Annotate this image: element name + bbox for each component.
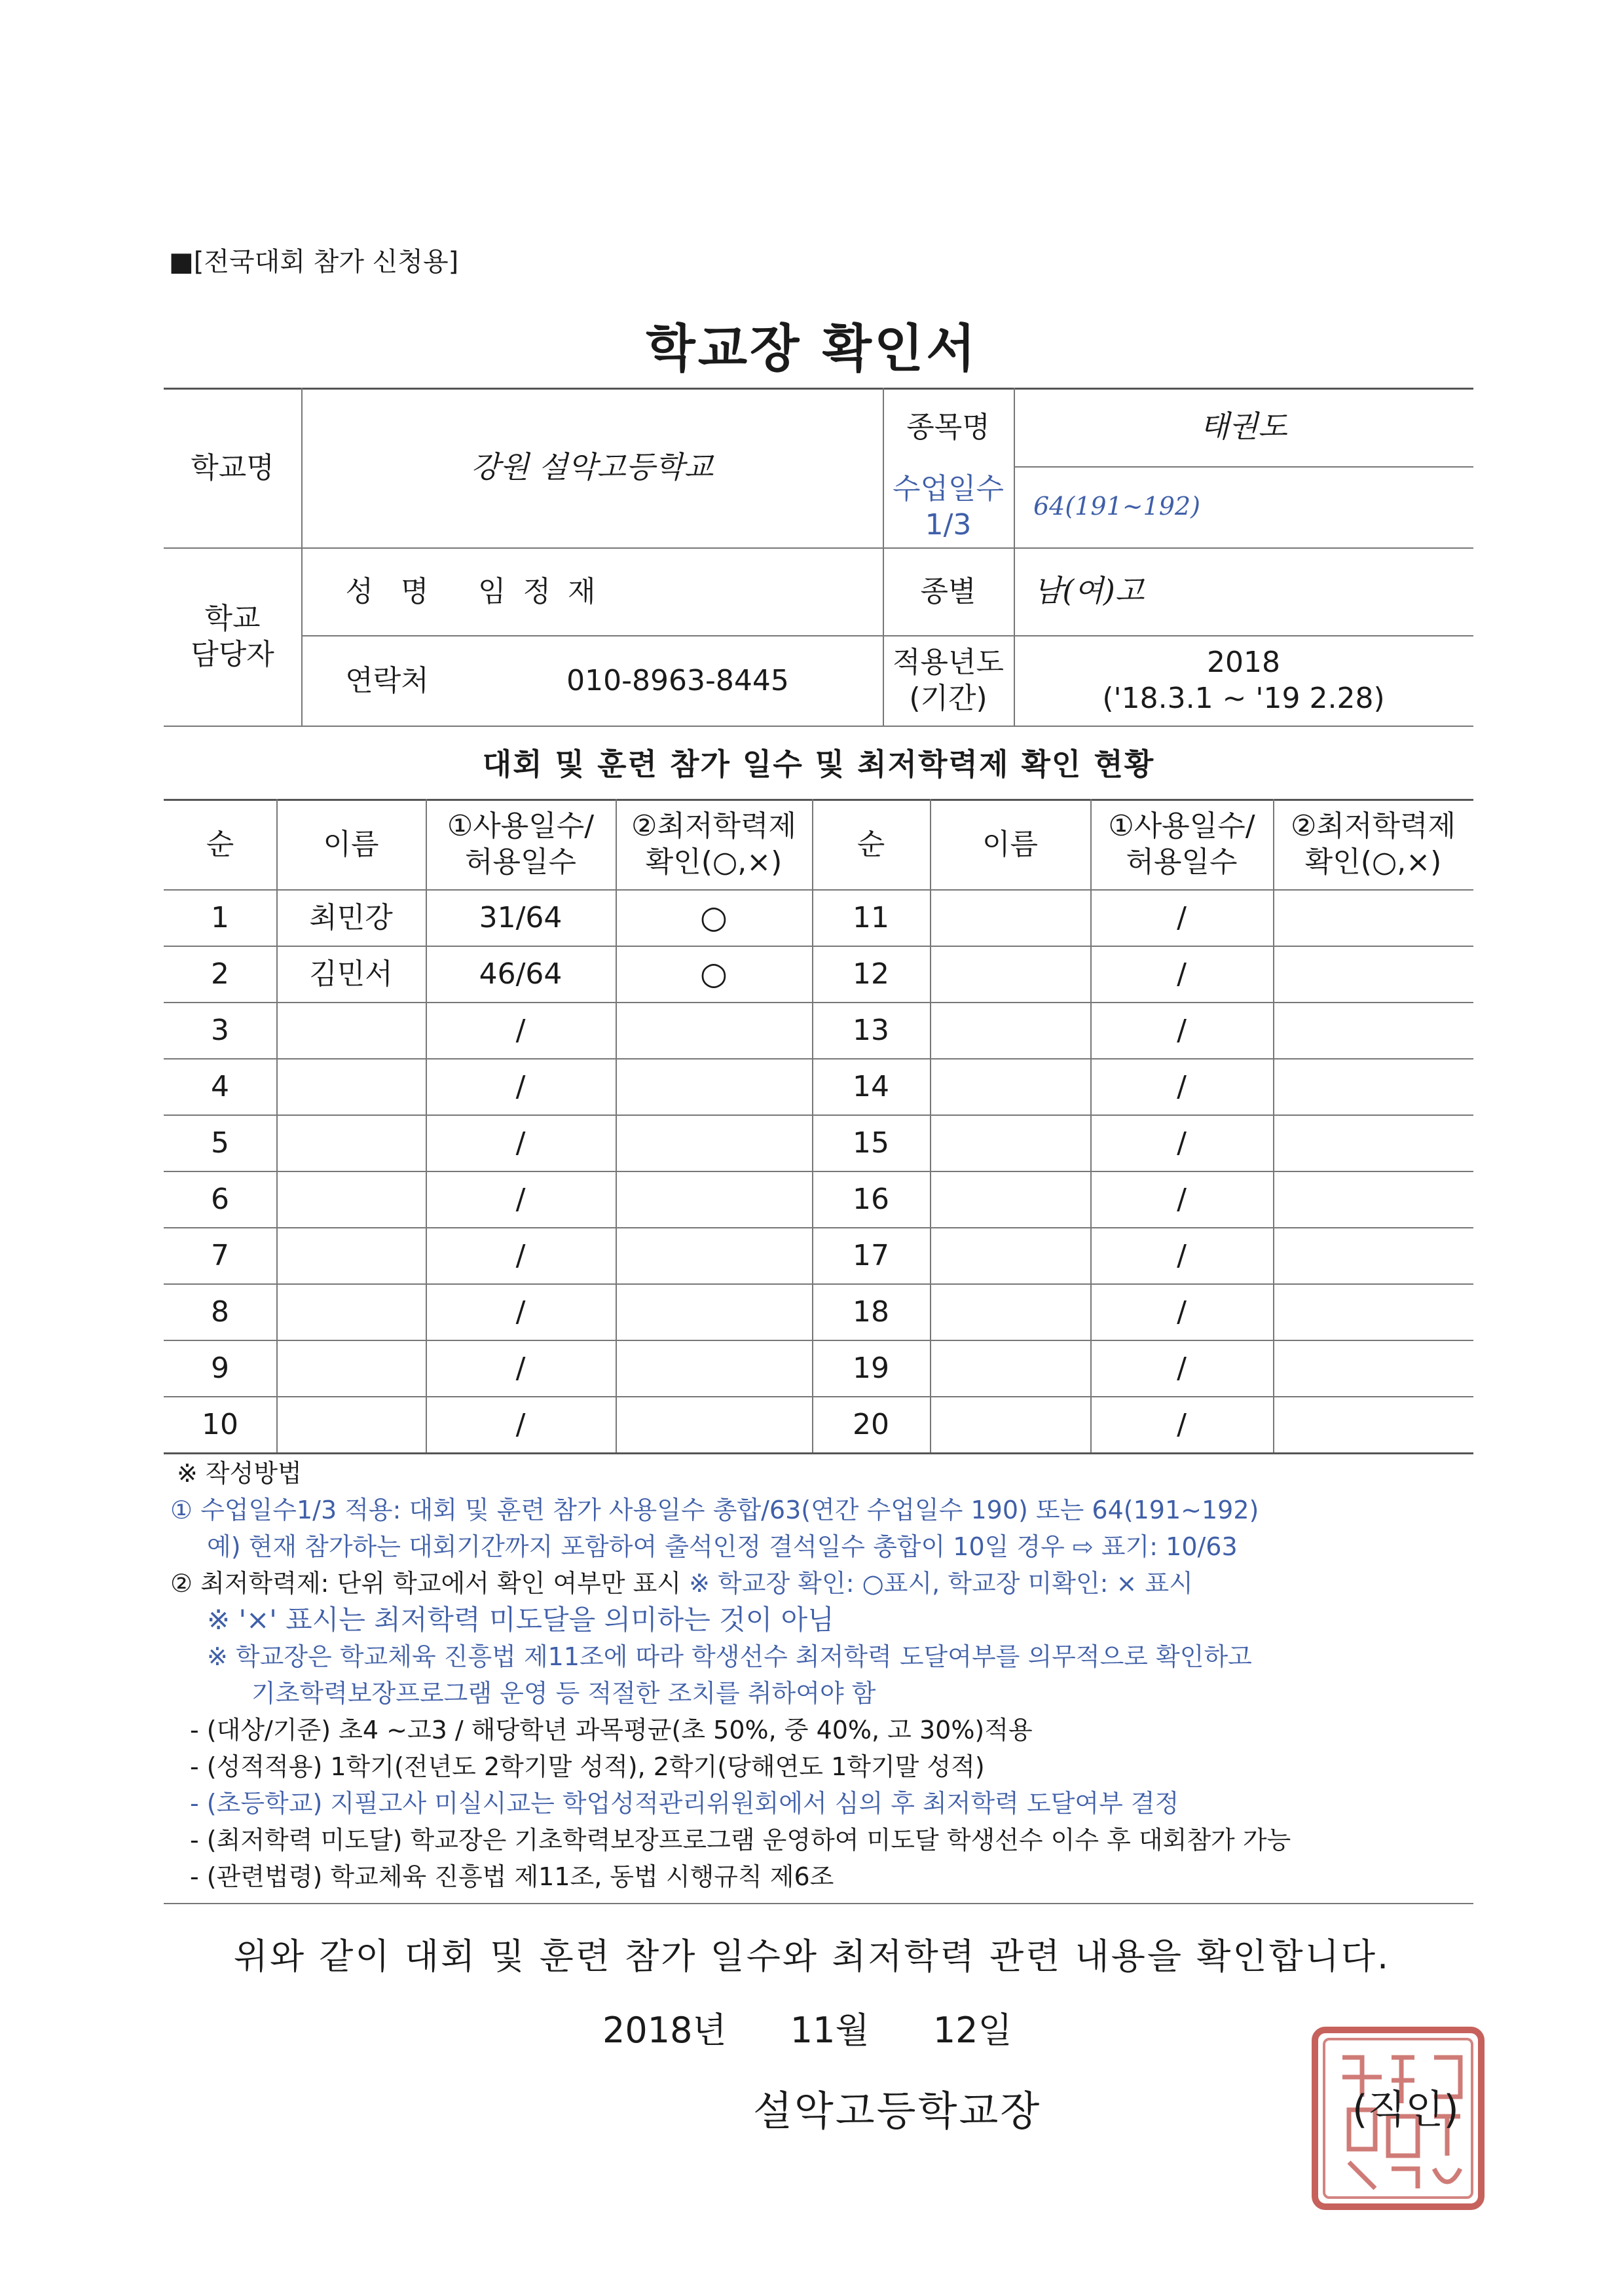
- cell-check: [616, 1171, 812, 1227]
- cell-days: /: [1177, 1238, 1187, 1272]
- note-2b: ※ 학교장 확인: ○표시, 학교장 미확인: × 표시: [681, 1569, 1193, 1598]
- year-label-line2: (기간): [909, 682, 987, 715]
- cell-name: [276, 1171, 426, 1227]
- notes-heading: ※ 작성방법: [177, 1459, 302, 1488]
- cell-no: 14: [853, 1069, 889, 1103]
- cell-no: 20: [853, 1407, 889, 1441]
- cell-check: [616, 1396, 812, 1452]
- detail-5: - (관련법령) 학교체육 진흥법 제11조, 동법 시행규칙 제6조: [190, 1862, 834, 1891]
- cell-name: [930, 1227, 1090, 1283]
- note-1a: ① 수업일수1/3 적용: 대회 및 훈련 참가 사용일수 총합/63(연간 수업일수 190) 또는 64(191~192): [170, 1496, 1259, 1524]
- cell-days: 46/64: [479, 957, 563, 991]
- cell-days: /: [1177, 1351, 1187, 1385]
- cell-name: [276, 1114, 426, 1171]
- cell-days: /: [515, 1013, 526, 1047]
- cell-name: 최민강: [309, 900, 393, 934]
- detail-2: - (성적적용) 1학기(전년도 2학기말 성적), 2학기(당해연도 1학기말 성적): [190, 1752, 985, 1781]
- manager-label-line1: 학교: [204, 602, 261, 635]
- col-check-right: [1273, 799, 1473, 889]
- cell-days: /: [1177, 1069, 1187, 1103]
- cell-name: [930, 1396, 1090, 1452]
- cell-check: [1273, 1114, 1473, 1171]
- cell-name: [930, 1171, 1090, 1227]
- cell-name: [276, 1396, 426, 1452]
- cell-no: 9: [211, 1351, 229, 1385]
- col-days-right-line2: 허용일수: [1126, 845, 1238, 879]
- seal-mark: (직인): [1352, 2087, 1459, 2133]
- cell-check: [1273, 1171, 1473, 1227]
- contact-label: 연락처: [345, 663, 429, 697]
- cell-check: ○: [700, 899, 728, 936]
- cell-days: /: [1177, 1295, 1187, 1329]
- year-value: [1014, 635, 1473, 726]
- class-days-label: [883, 466, 1014, 547]
- col-check-right-line2: 확인(○,×): [1304, 845, 1442, 879]
- contact-value: 010-8963-8445: [566, 663, 789, 697]
- cell-check: [616, 1227, 812, 1283]
- cell-check: [616, 1283, 812, 1340]
- section-title: 대회 및 훈련 참가 일수 및 최저학력제 확인 현황: [482, 746, 1155, 782]
- cell-days: /: [515, 1182, 526, 1216]
- sport-value: 태권도: [1200, 409, 1287, 445]
- principal-signature: 설악고등학교장: [753, 2087, 1042, 2135]
- cell-name: [930, 1283, 1090, 1340]
- cell-no: 15: [853, 1126, 889, 1160]
- cell-no: 3: [211, 1013, 229, 1047]
- cell-days: /: [1177, 1126, 1187, 1160]
- cell-check: [1273, 1340, 1473, 1396]
- date-year: 2018년: [602, 2010, 727, 2051]
- cell-no: 11: [853, 900, 889, 934]
- cell-name: [930, 889, 1090, 946]
- col-days-right: [1090, 799, 1273, 889]
- cell-name: 김민서: [309, 957, 393, 991]
- manager-label: [164, 547, 301, 726]
- col-days-left-line1: ①사용일수/: [447, 809, 595, 843]
- cell-check: [1273, 1283, 1473, 1340]
- cell-check: [1273, 1058, 1473, 1114]
- cell-name: [276, 1283, 426, 1340]
- cell-no: 10: [202, 1407, 238, 1441]
- note-2: [170, 1565, 1480, 1602]
- cell-no: 16: [853, 1182, 889, 1216]
- name-value: 임 정 재: [478, 574, 600, 608]
- cell-no: 6: [211, 1182, 229, 1216]
- detail-1: - (대상/기준) 초4 ~고3 / 해당학년 과목평균(초 50%, 중 40%, 고 30%)적용: [190, 1716, 1033, 1744]
- manager-label-line2: 담당자: [191, 638, 274, 671]
- cell-no: 13: [853, 1013, 889, 1047]
- cell-days: /: [515, 1351, 526, 1385]
- school-label: 학교명: [191, 451, 274, 485]
- sport-label: 종목명: [906, 410, 990, 444]
- cell-days: 31/64: [479, 900, 563, 934]
- detail-4: - (최저학력 미도달) 학교장은 기초학력보장프로그램 운영하여 미도달 학생선수 이수 후 대회참가 가능: [190, 1826, 1291, 1854]
- cell-days: /: [515, 1069, 526, 1103]
- col-check-left-line1: ②최저학력제: [631, 809, 796, 843]
- class-days-label-line1: 수업일수: [892, 472, 1004, 506]
- col-check-left: [616, 799, 812, 889]
- date-day: 12일: [932, 2010, 1012, 2051]
- issue-date: [602, 2002, 1065, 2053]
- detail-3: - (초등학교) 지필고사 미실시교는 학업성적관리위원회에서 심의 후 최저학력 도달여부 결정: [190, 1789, 1179, 1818]
- col-check-right-line1: ②최저학력제: [1291, 809, 1456, 843]
- cell-check: [1273, 1396, 1473, 1452]
- cell-days: /: [515, 1238, 526, 1272]
- cell-name: [930, 1002, 1090, 1058]
- col-days-left: [426, 799, 616, 889]
- cell-check: [616, 1058, 812, 1114]
- cell-name: [930, 1340, 1090, 1396]
- year-value-line1: 2018: [1207, 646, 1280, 679]
- school-value: 강원 설악고등학교: [470, 449, 714, 485]
- cell-name: [930, 1058, 1090, 1114]
- cell-days: /: [515, 1126, 526, 1160]
- cell-no: 18: [853, 1295, 889, 1329]
- cell-no: 2: [211, 957, 229, 991]
- cell-no: 12: [853, 957, 889, 991]
- gender-label: 종별: [920, 574, 976, 608]
- cell-no: 5: [211, 1126, 229, 1160]
- cell-check: [616, 1340, 812, 1396]
- col-name-right: 이름: [982, 827, 1038, 861]
- cell-days: /: [1177, 957, 1187, 991]
- document-title: 학교장 확인서: [646, 320, 978, 378]
- col-no-left: 순: [206, 827, 234, 861]
- cell-days: /: [515, 1295, 526, 1329]
- cell-no: 17: [853, 1238, 889, 1272]
- col-check-left-line2: 확인(○,×): [645, 845, 783, 879]
- cell-name: [930, 946, 1090, 1002]
- note-4b: 기초학력보장프로그램 운영 등 적절한 조치를 취하여야 함: [251, 1679, 876, 1708]
- cell-no: 19: [853, 1351, 889, 1385]
- cell-name: [276, 1058, 426, 1114]
- instructions: [170, 1455, 1480, 1895]
- name-label: 성 명: [345, 574, 429, 608]
- note-3: ※ '×' 표시는 최저학력 미도달을 의미하는 것이 아님: [207, 1604, 834, 1636]
- cell-check: [1273, 889, 1473, 946]
- note-1b: 예) 현재 참가하는 대회기간까지 포함하여 출석인정 결석일수 총합이 10일 경우 ⇨ 표기: 10/63: [207, 1532, 1238, 1561]
- class-days-label-line2: 1/3: [925, 508, 972, 542]
- note-4a: ※ 학교장은 학교체육 진흥법 제11조에 따라 학생선수 최저학력 도달여부를 의무적으로 확인하고: [207, 1642, 1252, 1671]
- note-2a: ② 최저학력제: 단위 학교에서 확인 여부만 표시: [170, 1569, 682, 1598]
- declaration: 위와 같이 대회 및 훈련 참가 일수와 최저학력 관련 내용을 확인합니다.: [233, 1936, 1391, 1977]
- cell-name: [276, 1227, 426, 1283]
- form-type-tag: ■[전국대회 참가 신청용]: [169, 247, 459, 277]
- col-days-right-line1: ①사용일수/: [1108, 809, 1255, 843]
- cell-days: /: [515, 1407, 526, 1441]
- cell-name: [276, 1002, 426, 1058]
- class-days-value: 64(191~192): [1033, 492, 1200, 521]
- cell-days: /: [1177, 1407, 1187, 1441]
- cell-check: [616, 1002, 812, 1058]
- cell-check: [1273, 1002, 1473, 1058]
- year-value-line2: ('18.3.1 ~ '19 2.28): [1102, 682, 1385, 715]
- cell-days: /: [1177, 900, 1187, 934]
- cell-check: ○: [700, 955, 728, 992]
- cell-no: 1: [211, 900, 229, 934]
- cell-name: [930, 1114, 1090, 1171]
- year-label-line1: 적용년도: [892, 646, 1004, 679]
- cell-no: 8: [211, 1295, 229, 1329]
- cell-check: [616, 1114, 812, 1171]
- col-no-right: 순: [857, 827, 885, 861]
- cell-check: [1273, 946, 1473, 1002]
- col-name-left: 이름: [323, 827, 379, 861]
- gender-value: 남(여)고: [1033, 573, 1145, 609]
- date-month: 11월: [790, 2010, 870, 2051]
- cell-name: [276, 1340, 426, 1396]
- col-days-left-line2: 허용일수: [464, 845, 576, 879]
- cell-days: /: [1177, 1013, 1187, 1047]
- cell-no: 4: [211, 1069, 229, 1103]
- year-label: [883, 635, 1014, 726]
- cell-no: 7: [211, 1238, 229, 1272]
- cell-days: /: [1177, 1182, 1187, 1216]
- cell-check: [1273, 1227, 1473, 1283]
